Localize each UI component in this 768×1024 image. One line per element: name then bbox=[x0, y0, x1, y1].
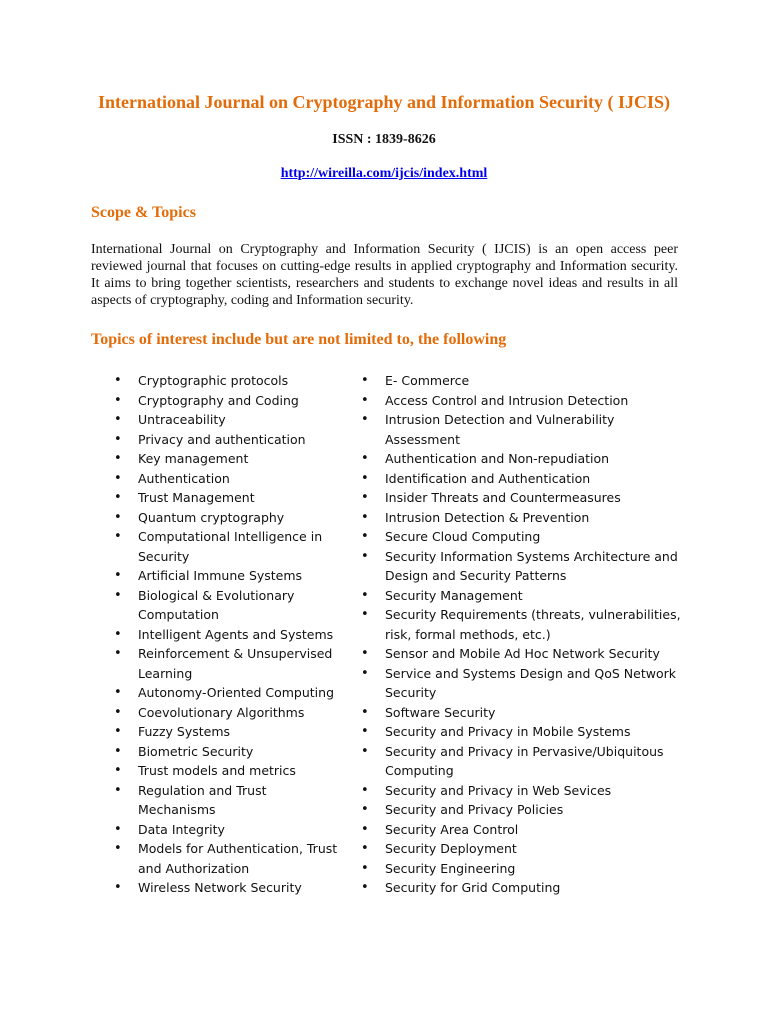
bullet-icon: • bbox=[361, 802, 369, 817]
topic-label: Quantum cryptography bbox=[138, 509, 285, 525]
topic-list-item bbox=[361, 488, 681, 508]
topic-list-item bbox=[114, 820, 344, 840]
topic-label: Security Deployment bbox=[385, 841, 517, 856]
topic-label: Cryptography and Coding bbox=[138, 392, 299, 408]
bullet-icon: • bbox=[114, 704, 122, 720]
topic-list-item bbox=[361, 703, 681, 723]
topic-label: Security Engineering bbox=[385, 860, 516, 876]
topic-label: Intrusion Detection and Vulnerability Assessment bbox=[385, 412, 615, 447]
topic-label: Intrusion Detection & Prevention bbox=[385, 509, 590, 525]
bullet-icon: • bbox=[361, 490, 369, 505]
bullet-icon: • bbox=[114, 490, 122, 505]
topic-label: Insider Threats and Countermeasures bbox=[385, 490, 621, 505]
topic-list-item bbox=[361, 391, 681, 411]
bullet-icon: • bbox=[361, 704, 369, 720]
bullet-icon: • bbox=[361, 470, 369, 486]
topic-label: Biological & Evolutionary Computation bbox=[138, 587, 295, 622]
topic-label: Wireless Network Security bbox=[138, 880, 302, 895]
bullet-icon: • bbox=[114, 412, 122, 427]
topic-label: Data Integrity bbox=[138, 821, 225, 837]
topic-list-item bbox=[361, 722, 681, 742]
topic-list-item bbox=[361, 371, 681, 391]
bullet-icon: • bbox=[361, 880, 369, 895]
topic-label: Coevolutionary Algorithms bbox=[138, 704, 305, 720]
bullet-icon: • bbox=[361, 607, 369, 622]
topic-label: Fuzzy Systems bbox=[138, 724, 231, 739]
bullet-icon: • bbox=[114, 763, 122, 778]
topic-label: Security and Privacy in Pervasive/Ubiquitous Computing bbox=[385, 743, 664, 778]
bullet-icon: • bbox=[114, 646, 122, 661]
topic-list-item bbox=[114, 683, 344, 703]
topic-list-item bbox=[114, 449, 344, 469]
topics-heading: Topics of interest include but are not limited to, the following bbox=[91, 331, 507, 348]
topic-list-item bbox=[361, 800, 681, 820]
topic-list-item bbox=[114, 703, 344, 723]
bullet-icon: • bbox=[361, 646, 369, 661]
bullet-icon: • bbox=[114, 724, 122, 739]
bullet-icon: • bbox=[361, 412, 369, 427]
topic-label: Models for Authentication, Trust and Authorization bbox=[138, 841, 338, 876]
topic-label: Biometric Security bbox=[138, 743, 254, 759]
bullet-icon: • bbox=[361, 841, 369, 856]
topic-list-item bbox=[114, 508, 344, 528]
topic-label: Authentication bbox=[138, 470, 230, 486]
topic-label: Service and Systems Design and QoS Network Security bbox=[385, 665, 676, 700]
bullet-icon: • bbox=[114, 392, 122, 408]
bullet-icon: • bbox=[114, 685, 122, 700]
topic-label: E- Commerce bbox=[385, 373, 470, 388]
topic-label: Cryptographic protocols bbox=[138, 373, 289, 388]
bullet-icon: • bbox=[114, 587, 122, 603]
topic-label: Access Control and Intrusion Detection bbox=[385, 392, 629, 408]
topic-list-item bbox=[361, 820, 681, 840]
topic-list-item bbox=[361, 449, 681, 469]
bullet-icon: • bbox=[114, 470, 122, 486]
topic-list-item bbox=[114, 781, 344, 820]
topic-label: Security Management bbox=[385, 587, 523, 603]
topic-label: Security Requirements (threats, vulnerabilities, risk, formal methods, etc.) bbox=[385, 607, 681, 642]
topic-list-item bbox=[114, 586, 344, 625]
topic-list-item bbox=[114, 625, 344, 645]
bullet-icon: • bbox=[361, 451, 369, 466]
topic-label: Regulation and Trust Mechanisms bbox=[138, 782, 267, 817]
bullet-icon: • bbox=[361, 548, 369, 564]
topic-list-item bbox=[361, 508, 681, 528]
topic-label: Secure Cloud Computing bbox=[385, 529, 541, 544]
topic-list-item bbox=[114, 722, 344, 742]
topic-label: Security Area Control bbox=[385, 821, 519, 837]
topic-list-item bbox=[114, 410, 344, 430]
topic-list-item bbox=[114, 839, 344, 878]
scope-heading: Scope & Topics bbox=[91, 204, 196, 221]
topic-label: Security and Privacy Policies bbox=[385, 802, 564, 817]
bullet-icon: • bbox=[361, 392, 369, 408]
bullet-icon: • bbox=[114, 509, 122, 525]
topic-list-item bbox=[361, 878, 681, 898]
bullet-icon: • bbox=[361, 860, 369, 876]
topic-label: Trust models and metrics bbox=[138, 763, 296, 778]
topic-label: Intelligent Agents and Systems bbox=[138, 626, 334, 642]
bullet-icon: • bbox=[361, 665, 369, 681]
bullet-icon: • bbox=[361, 373, 369, 388]
topic-list-item bbox=[361, 781, 681, 801]
bullet-icon: • bbox=[361, 724, 369, 739]
topic-list-item bbox=[114, 371, 344, 391]
topic-label: Security Information Systems Architecture and Design and Security Patterns bbox=[385, 548, 678, 583]
bullet-icon: • bbox=[361, 529, 369, 544]
topic-list-item bbox=[114, 391, 344, 411]
bullet-icon: • bbox=[114, 841, 122, 856]
topic-list-item bbox=[361, 664, 681, 703]
topic-label: Authentication and Non-repudiation bbox=[385, 451, 610, 466]
bullet-icon: • bbox=[114, 568, 122, 583]
topic-label: Trust Management bbox=[138, 490, 255, 505]
topic-list-item bbox=[114, 469, 344, 489]
topic-list-item bbox=[114, 430, 344, 450]
bullet-icon: • bbox=[114, 529, 122, 544]
topic-label: Security for Grid Computing bbox=[385, 880, 561, 895]
topic-label: Autonomy-Oriented Computing bbox=[138, 685, 335, 700]
topic-label: Artificial Immune Systems bbox=[138, 568, 303, 583]
topic-list-item bbox=[114, 742, 344, 762]
topic-list-item bbox=[114, 761, 344, 781]
topic-label: Reinforcement & Unsupervised Learning bbox=[138, 646, 333, 681]
topic-list-item bbox=[114, 566, 344, 586]
topic-list-item bbox=[361, 410, 681, 449]
topic-label: Computational Intelligence in Security bbox=[138, 529, 323, 564]
topic-list-item bbox=[361, 586, 681, 606]
bullet-icon: • bbox=[114, 821, 122, 837]
bullet-icon: • bbox=[361, 782, 369, 798]
bullet-icon: • bbox=[361, 743, 369, 759]
topic-list-item bbox=[361, 859, 681, 879]
topic-label: Security and Privacy in Web Sevices bbox=[385, 782, 612, 798]
topic-list-item bbox=[361, 644, 681, 664]
issn-label: ISSN : 1839-8626 bbox=[332, 132, 436, 147]
bullet-icon: • bbox=[361, 509, 369, 525]
topics-list-left bbox=[114, 371, 344, 898]
topic-label: Key management bbox=[138, 451, 249, 466]
topic-list-item bbox=[361, 605, 681, 644]
bullet-icon: • bbox=[361, 821, 369, 837]
bullet-icon: • bbox=[114, 431, 122, 447]
topic-list-item bbox=[361, 839, 681, 859]
journal-title: International Journal on Cryptography and Information Security ( IJCIS) bbox=[97, 92, 671, 112]
journal-url-link[interactable]: http://wireilla.com/ijcis/index.html bbox=[280, 166, 488, 181]
bullet-icon: • bbox=[114, 451, 122, 466]
topic-label: Privacy and authentication bbox=[138, 431, 306, 447]
topic-list-item bbox=[114, 527, 344, 566]
topics-list-right bbox=[361, 371, 681, 898]
topic-list-item bbox=[114, 878, 344, 898]
journal-url bbox=[0, 166, 768, 182]
topic-label: Software Security bbox=[385, 704, 496, 720]
bullet-icon: • bbox=[114, 743, 122, 759]
bullet-icon: • bbox=[361, 587, 369, 603]
topic-label: Security and Privacy in Mobile Systems bbox=[385, 724, 631, 739]
bullet-icon: • bbox=[114, 373, 122, 388]
topic-list-item bbox=[114, 488, 344, 508]
topic-list-item bbox=[361, 742, 681, 781]
bullet-icon: • bbox=[114, 626, 122, 642]
scope-paragraph: International Journal on Cryptography and Information Security ( IJCIS) is an open access peer reviewed journal that focuses on cutting-edge results in applied cryptography and Information security. It aims to bring together scientists, researchers and students to exchange novel ideas and results in all aspects of cryptography, coding and Information security. bbox=[91, 242, 678, 308]
topic-label: Sensor and Mobile Ad Hoc Network Security bbox=[385, 646, 660, 661]
topic-list-item bbox=[361, 527, 681, 547]
topic-label: Untraceability bbox=[138, 412, 226, 427]
topic-list-item bbox=[361, 469, 681, 489]
topic-label: Identification and Authentication bbox=[385, 470, 591, 486]
bullet-icon: • bbox=[114, 782, 122, 798]
bullet-icon: • bbox=[114, 880, 122, 895]
topic-list-item bbox=[361, 547, 681, 586]
topic-list-item bbox=[114, 644, 344, 683]
